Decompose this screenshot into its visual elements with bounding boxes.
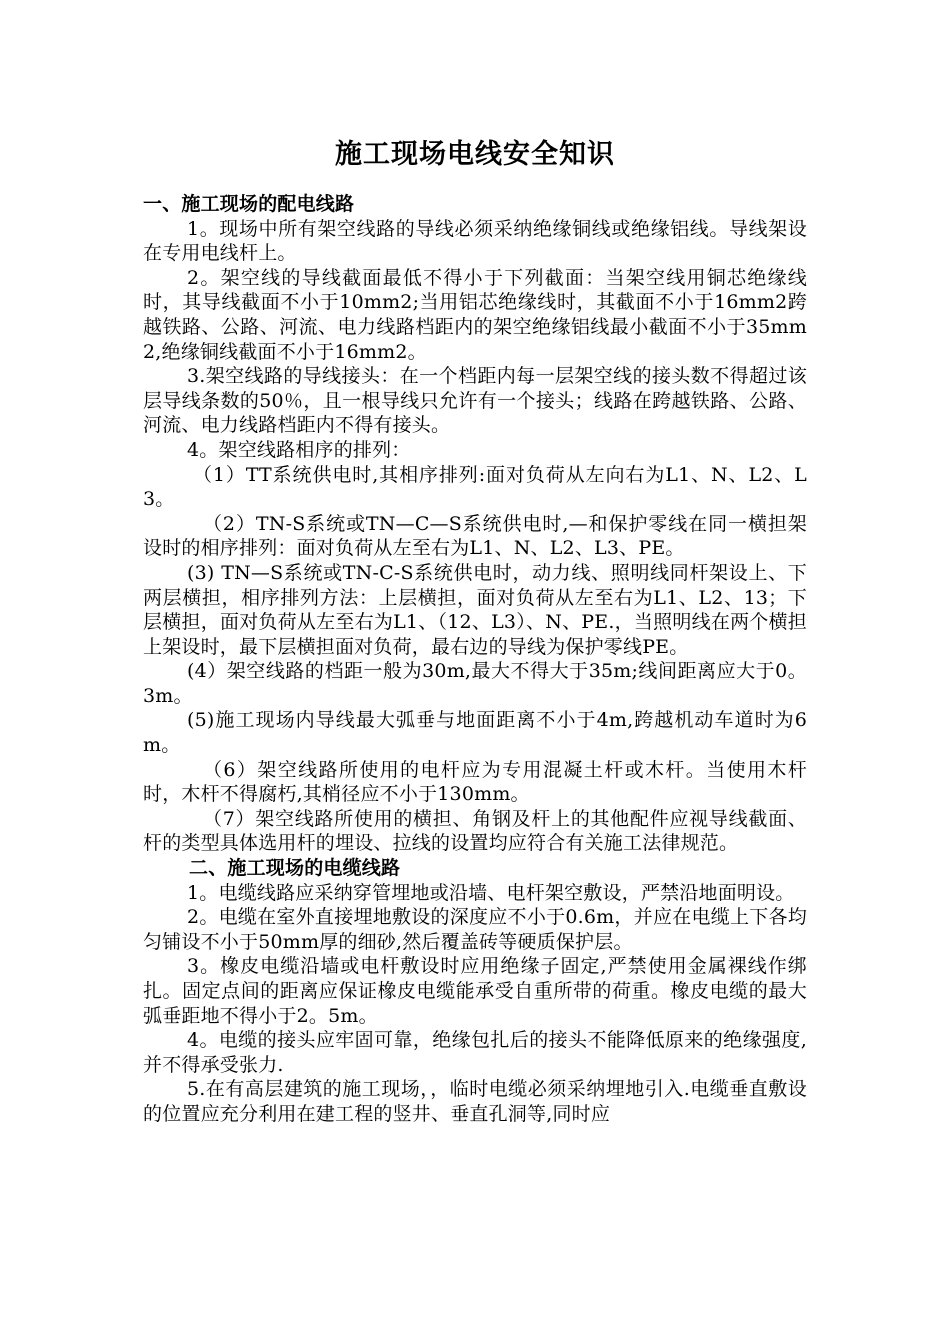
paragraph: 3.架空线路的导线接头：在一个档距内每一层架空线的接头数不得超过该层导线条数的50％，且一根导线只允许有一个接头；线路在跨越铁路、公路、河流、电力线路档距内不得有接头。 <box>143 365 807 437</box>
paragraph: 1。现场中所有架空线路的导线必须采纳绝缘铜线或绝缘铝线。导线架设在专用电线杆上。 <box>143 217 807 265</box>
paragraph: 2。电缆在室外直接埋地敷设的深度应不小于0.6m，并应在电缆上下各均匀铺设不小于50mm厚的细砂,然后覆盖砖等硬质保护层。 <box>143 906 807 953</box>
paragraph: 1。电缆线路应采纳穿管埋地或沿墙、电杆架空敷设，严禁沿地面明设。 <box>187 881 795 904</box>
document-title: 施工现场电线安全知识 <box>335 139 615 170</box>
section-heading-1: 一、施工现场的配电线路 <box>143 193 355 215</box>
paragraph: (4）架空线路的档距一般为30m,最大不得大于35m;线间距离应大于0。3m。 <box>143 660 807 707</box>
section-heading-2: 二、施工现场的电缆线路 <box>189 857 401 880</box>
paragraph: （6）架空线路所使用的电杆应为专用混凝土杆或木杆。当使用木杆时，木杆不得腐朽,其梢径应不小于130mm。 <box>143 758 807 806</box>
document-body <box>143 192 807 1127</box>
paragraph: (3) TN—S系统或TN-C-S系统供电时，动力线、照明线同杆架设上、下两层横担，相序排列方法：上层横担，面对负荷从左至右为L1、L2、13；下层横担，面对负荷从左至右为L1、（12、L3）、N、PE.，当照明线在两个横担上架设时，最下层横担面对负荷，最右边的导线为保护零线PE。 <box>143 561 807 658</box>
paragraph: 3。橡皮电缆沿墙或电杆敷设时应用绝缘子固定,严禁使用金属裸线作绑扎。固定点间的距离应保证橡皮电缆能承受自重所带的荷重。橡皮电缆的最大弧垂距地不得小于2。5m。 <box>143 955 807 1027</box>
paragraph: (5)施工现场内导线最大弧垂与地面距离不小于4m,跨越机动车道时为6m。 <box>143 709 807 757</box>
paragraph: （1）TT系统供电时,其相序排列:面对负荷从左向右为L1、N、L2、L3。 <box>143 463 807 511</box>
paragraph: 4。电缆的接头应牢固可靠，绝缘包扎后的接头不能降低原来的绝缘强度,并不得承受张力. <box>143 1029 807 1076</box>
paragraph: 2。架空线的导线截面最低不得小于下列截面：当架空线用铜芯绝缘线时，其导线截面不小于10mm2;当用铝芯绝缘线时，其截面不小于16mm2跨越铁路、公路、河流、电力线路档距内的架空绝缘铝线最小截面不小于35mm2,绝缘铜线截面不小于16mm2。 <box>143 266 807 363</box>
paragraph: （7）架空线路所使用的横担、角钢及杆上的其他配件应视导线截面、杆的类型具体选用杆的埋设、拉线的设置均应符合有关施工法律规范。 <box>143 807 807 855</box>
paragraph: 4。架空线路相序的排列： <box>187 438 411 461</box>
paragraph: 5.在有高层建筑的施工现场，，临时电缆必须采纳埋地引入.电缆垂直敷设的位置应充分利用在建工程的竖井、垂直孔洞等,同时应 <box>143 1078 807 1125</box>
paragraph: （2）TN-S系统或TN—C—S系统供电时,—和保护零线在同一横担架设时的相序排列：面对负荷从左至右为L1、N、L2、L3、PE。 <box>143 512 807 560</box>
